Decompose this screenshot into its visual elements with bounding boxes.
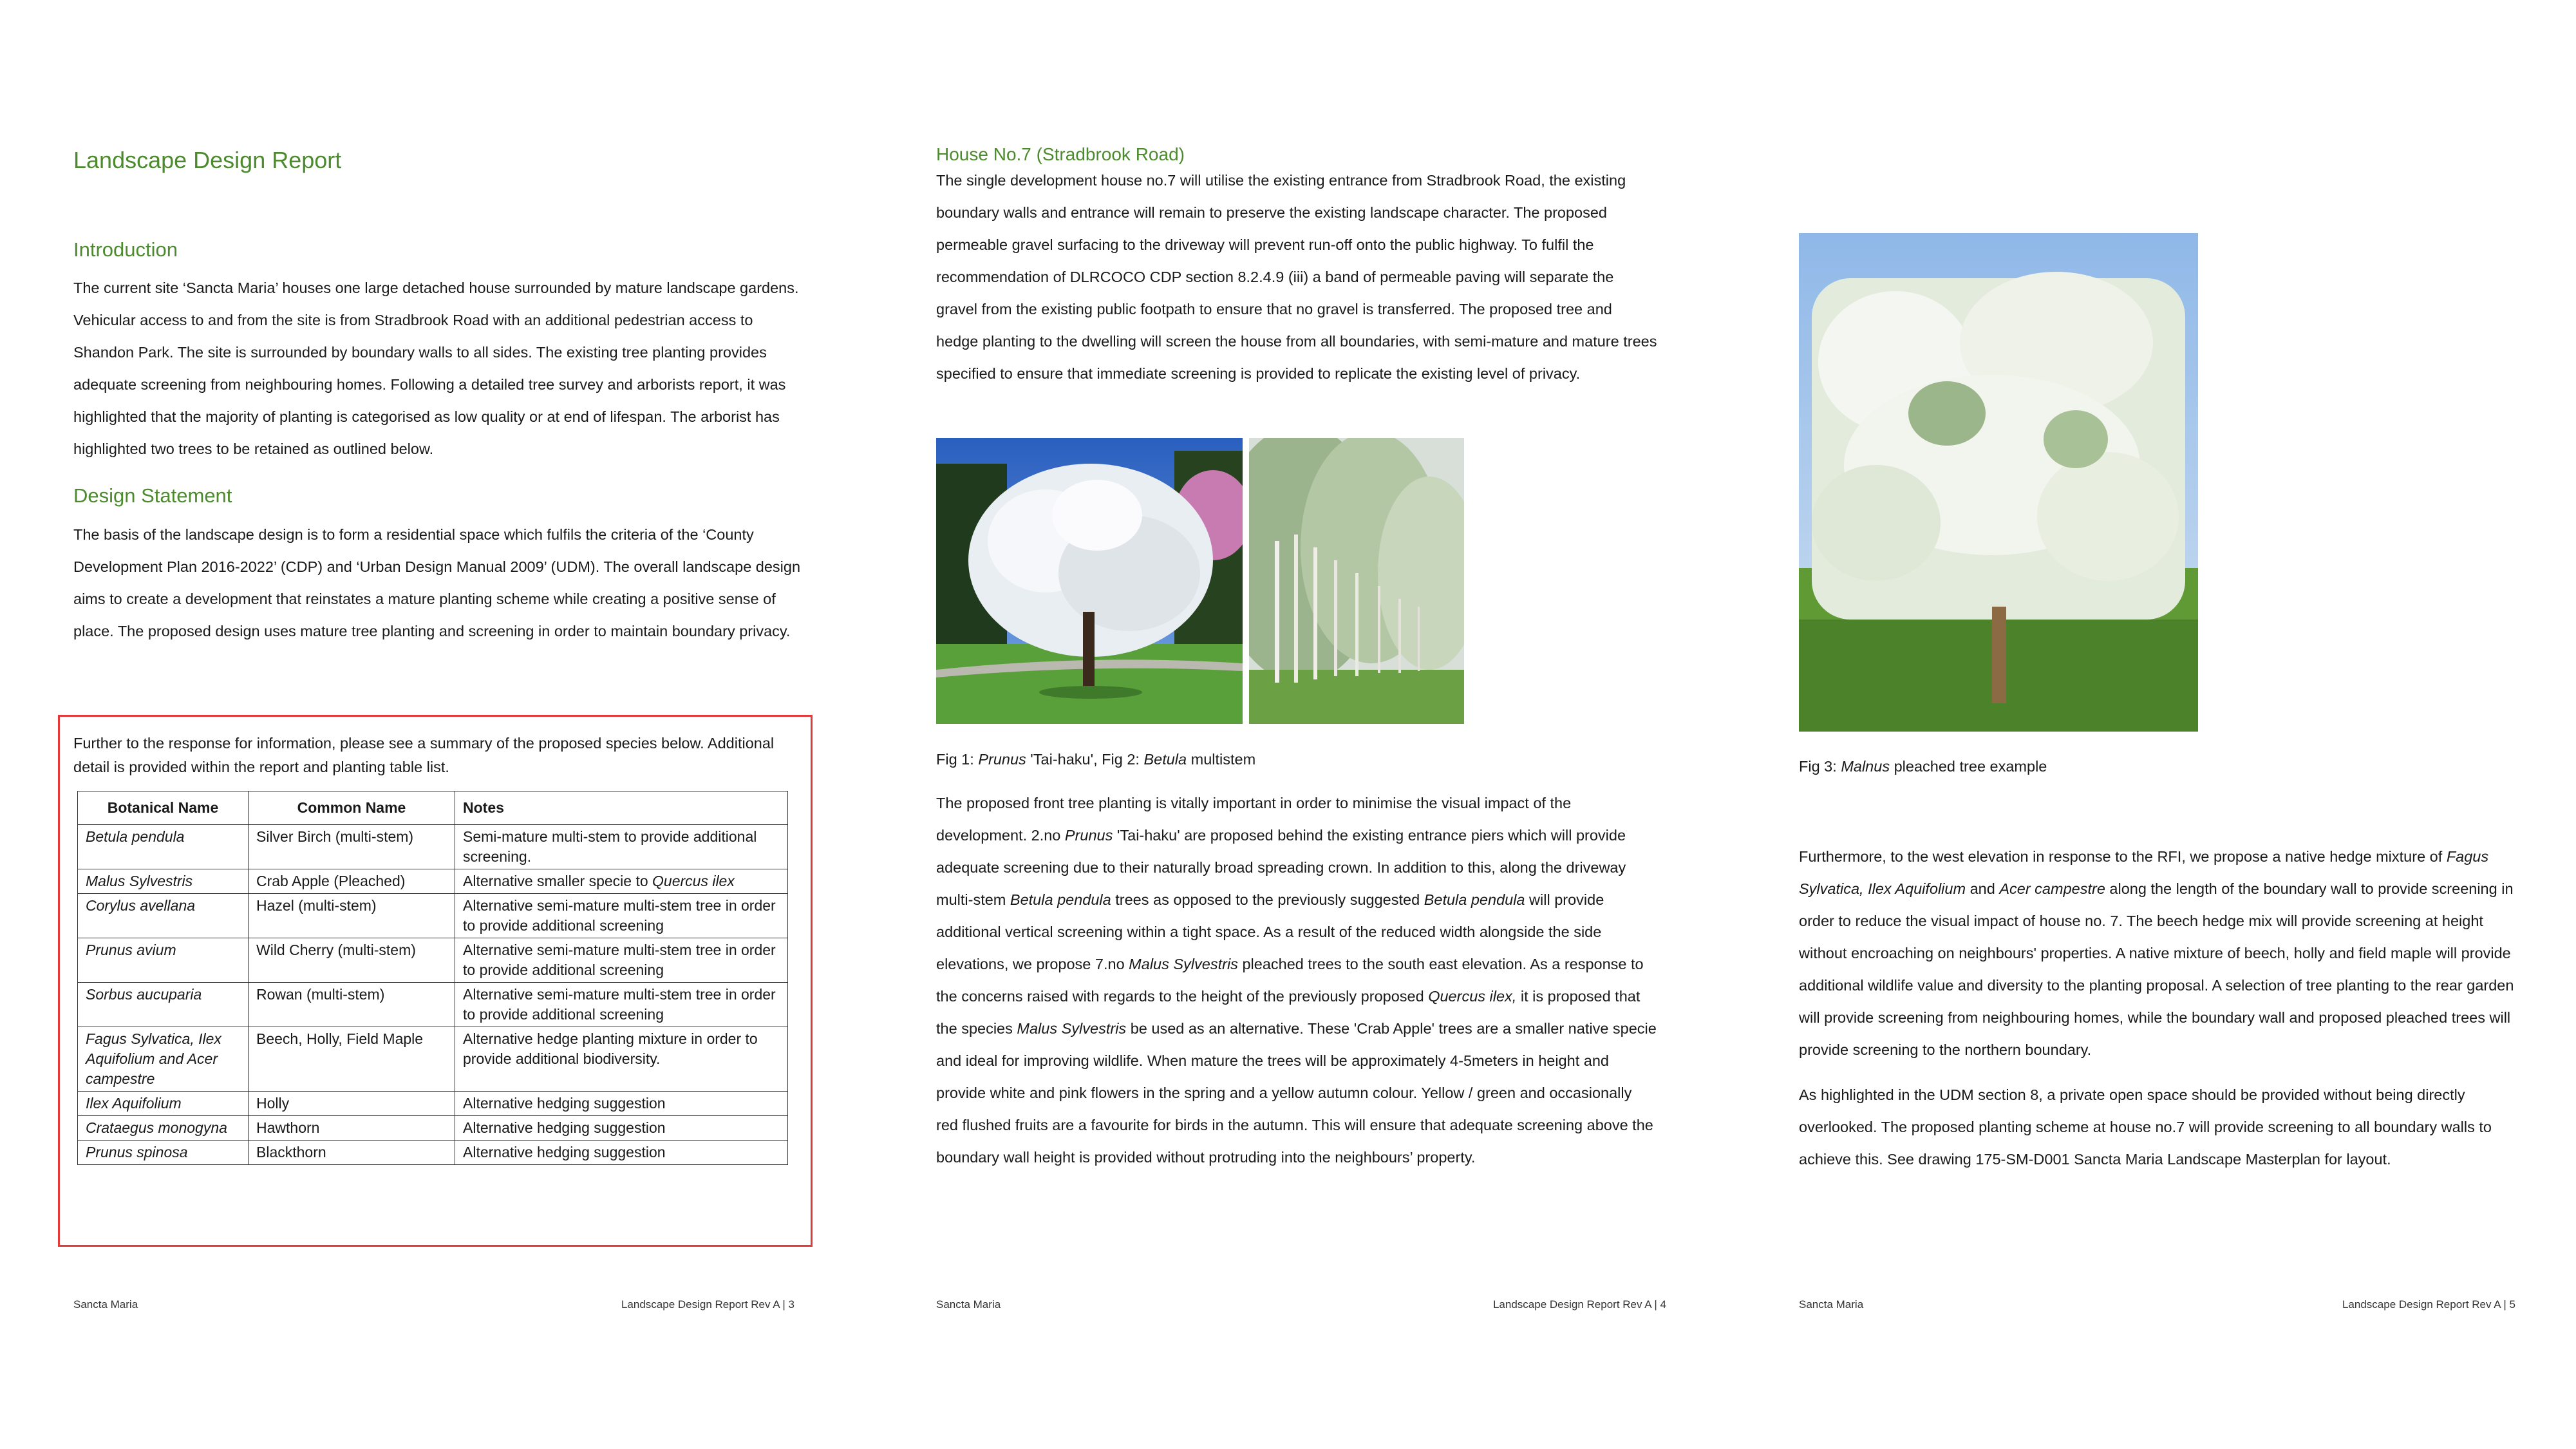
design-statement-text: The basis of the landscape design is to form a residential space which fulfils the criteria of the ‘County Development Plan 2016-2022’ (CDP) and ‘Urban Design Manual 2009’ (UDM). The overall landscape design aims to create a development that reinstates a mature planting scheme while creating a positive sense of place. The proposed design uses mature tree planting and screening in order to maintain boundary privacy. <box>73 526 801 639</box>
table-row <box>78 983 788 1027</box>
notes-species: Quercus ilex <box>652 873 735 889</box>
table-row <box>78 938 788 983</box>
common-name-cell: Wild Cherry (multi-stem) <box>249 938 455 983</box>
common-name-cell: Hazel (multi-stem) <box>249 894 455 938</box>
document-title: Landscape Design Report <box>73 147 342 173</box>
table-row <box>78 869 788 894</box>
table-row <box>78 1116 788 1141</box>
fig1-fig2-caption: Fig 1: Prunus 'Tai-haku', Fig 2: Betula multistem <box>936 751 1256 768</box>
botanical-name-cell: Betula pendula <box>78 825 249 869</box>
notes-cell <box>455 869 788 894</box>
malus-pleached-tree-photo <box>1799 233 2198 732</box>
front-planting-text: The proposed front tree planting is vitally important in order to minimise the visual impact of the development. 2.no Prunus 'Tai-haku' are proposed behind the existing entrance piers which will provide adequate screening due to their naturally broad spreading crown. In addition to this, along the driveway multi-stem Betula pendula trees as opposed to the previously suggested Betula pendula will provide additional vertical screening within a tight space. As a result of the reduced width alongside the side elevations, we propose 7.no Malus Sylvestris pleached trees to the south east elevation. As a response to the concerns raised with regards to the height of the previously proposed Quercus ilex, it is proposed that the species Malus Sylvestris be used as an alternative. These 'Crab Apple' trees are a smaller native specie and ideal for improving wildlife. When mature the trees will be approximately 4-5meters in height and provide white and pink flowers in the spring and a yellow autumn colour. Yellow / green and occasionally red flushed fruits are a favourite for birds in the autumn. This will ensure that adequate screening above the boundary wall height is provided without protruding into the neighbours’ property. <box>936 795 1657 1166</box>
notes-cell <box>455 894 788 938</box>
report-page-3 <box>0 0 850 1449</box>
rfi-intro-text: Further to the response for information, please see a summary of the proposed species below. Additional detail is provided within the report and planting table list. <box>73 735 775 775</box>
prunus-tai-haku-photo <box>936 438 1243 724</box>
notes-text: Alternative semi-mature multi-stem tree in order to provide additional screening <box>463 897 776 934</box>
table-header-row <box>78 791 788 825</box>
column-header-common: Common Name <box>249 791 455 825</box>
notes-cell <box>455 825 788 869</box>
notes-text: Alternative hedging suggestion <box>463 1095 666 1112</box>
table-row <box>78 894 788 938</box>
footer-left: Sancta Maria <box>1799 1298 1864 1311</box>
footer-page-number: Landscape Design Report Rev A | 3 <box>621 1298 794 1311</box>
notes-text: Alternative hedging suggestion <box>463 1144 666 1160</box>
notes-text: Alternative semi-mature multi-stem tree in order to provide additional screening <box>463 986 776 1023</box>
west-elevation-text: Furthermore, to the west elevation in response to the RFI, we propose a native hedge mixture of Fagus Sylvatica, Ilex Aquifolium and Acer campestre along the length of the boundary wall to provide screening in order to reduce the visual impact of house no. 7. The beech hedge mix will provide screening at height without encroaching on neighbours' properties. A native mixture of beech, holly and field maple will provide additional wildlife value and diversity to the planting proposal. A selection of tree planting to the rear garden will provide screening from neighbouring homes, while the boundary wall and proposed pleached trees will provide screening to the northern boundary. <box>1799 848 2514 1058</box>
botanical-name-cell: Ilex Aquifolium <box>78 1092 249 1116</box>
table-row <box>78 825 788 869</box>
botanical-name-cell: Crataegus monogyna <box>78 1116 249 1141</box>
house-no7-intro-text: The single development house no.7 will utilise the existing entrance from Stradbrook Road, the existing boundary walls and entrance will remain to preserve the existing landscape character. The proposed permeable gravel surfacing to the driveway will prevent run-off onto the public highway. To fulfil the recommendation of DLRCOCO CDP section 8.2.4.9 (iii) a band of permeable paving will separate the gravel from the existing public footpath to ensure that no gravel is transferred. The proposed tree and hedge planting to the dwelling will screen the house from all boundaries, with semi-mature and mature trees specified to ensure that immediate screening is provided to replicate the existing level of privacy. <box>936 172 1657 382</box>
notes-text: Semi-mature multi-stem to provide additional screening. <box>463 828 757 865</box>
botanical-name-cell: Prunus spinosa <box>78 1141 249 1165</box>
common-name-cell: Blackthorn <box>249 1141 455 1165</box>
common-name-cell: Crab Apple (Pleached) <box>249 869 455 894</box>
table-row <box>78 1141 788 1165</box>
notes-text: Alternative smaller specie to <box>463 873 653 889</box>
botanical-name-cell: Prunus avium <box>78 938 249 983</box>
notes-cell <box>455 938 788 983</box>
notes-cell <box>455 983 788 1027</box>
botanical-name-cell: Corylus avellana <box>78 894 249 938</box>
table-row <box>78 1092 788 1116</box>
footer-left: Sancta Maria <box>936 1298 1001 1311</box>
house-no7-heading: House No.7 (Stradbrook Road) <box>936 144 1185 164</box>
notes-cell <box>455 1027 788 1092</box>
footer-page-number: Landscape Design Report Rev A | 4 <box>1492 1298 1666 1311</box>
private-open-space-text: As highlighted in the UDM section 8, a private open space should be provided without being directly overlooked. The proposed planting scheme at house no.7 will provide screening to all boundary walls to achieve this. See drawing 175-SM-D001 Sancta Maria Landscape Masterplan for layout. <box>1799 1086 2492 1168</box>
footer-page-number: Landscape Design Report Rev A | 5 <box>2342 1298 2515 1311</box>
common-name-cell: Hawthorn <box>249 1116 455 1141</box>
report-page-5 <box>1732 0 2576 1449</box>
footer-left: Sancta Maria <box>73 1298 138 1311</box>
column-header-notes: Notes <box>455 791 788 825</box>
notes-text: Alternative semi-mature multi-stem tree in order to provide additional screening <box>463 942 776 978</box>
common-name-cell: Holly <box>249 1092 455 1116</box>
report-page-4 <box>863 0 1725 1449</box>
fig3-caption: Fig 3: Malnus pleached tree example <box>1799 758 2047 775</box>
design-statement-heading: Design Statement <box>73 484 232 507</box>
common-name-cell: Beech, Holly, Field Maple <box>249 1027 455 1092</box>
common-name-cell: Silver Birch (multi-stem) <box>249 825 455 869</box>
introduction-heading: Introduction <box>73 238 178 261</box>
species-table <box>77 791 788 1165</box>
botanical-name-cell: Fagus Sylvatica, Ilex Aquifolium and Acer campestre <box>78 1027 249 1092</box>
notes-cell <box>455 1092 788 1116</box>
notes-text: Alternative hedge planting mixture in order to provide additional biodiversity. <box>463 1030 758 1067</box>
notes-cell <box>455 1141 788 1165</box>
betula-multistem-photo <box>1249 438 1464 724</box>
introduction-text: The current site ‘Sancta Maria’ houses one large detached house surrounded by mature landscape gardens. Vehicular access to and from the site is from Stradbrook Road with an additional pedestrian access to Shandon Park. The site is surrounded by boundary walls to all sides. The existing tree planting provides adequate screening from neighbouring homes. Following a detailed tree survey and arborists report, it was highlighted that the majority of planting is categorised as low quality or at end of lifespan. The arborist has highlighted two trees to be retained as outlined below. <box>73 279 799 457</box>
notes-text: Alternative hedging suggestion <box>463 1119 666 1136</box>
common-name-cell: Rowan (multi-stem) <box>249 983 455 1027</box>
table-row <box>78 1027 788 1092</box>
botanical-name-cell: Sorbus aucuparia <box>78 983 249 1027</box>
botanical-name-cell: Malus Sylvestris <box>78 869 249 894</box>
notes-cell <box>455 1116 788 1141</box>
column-header-botanical: Botanical Name <box>78 791 249 825</box>
